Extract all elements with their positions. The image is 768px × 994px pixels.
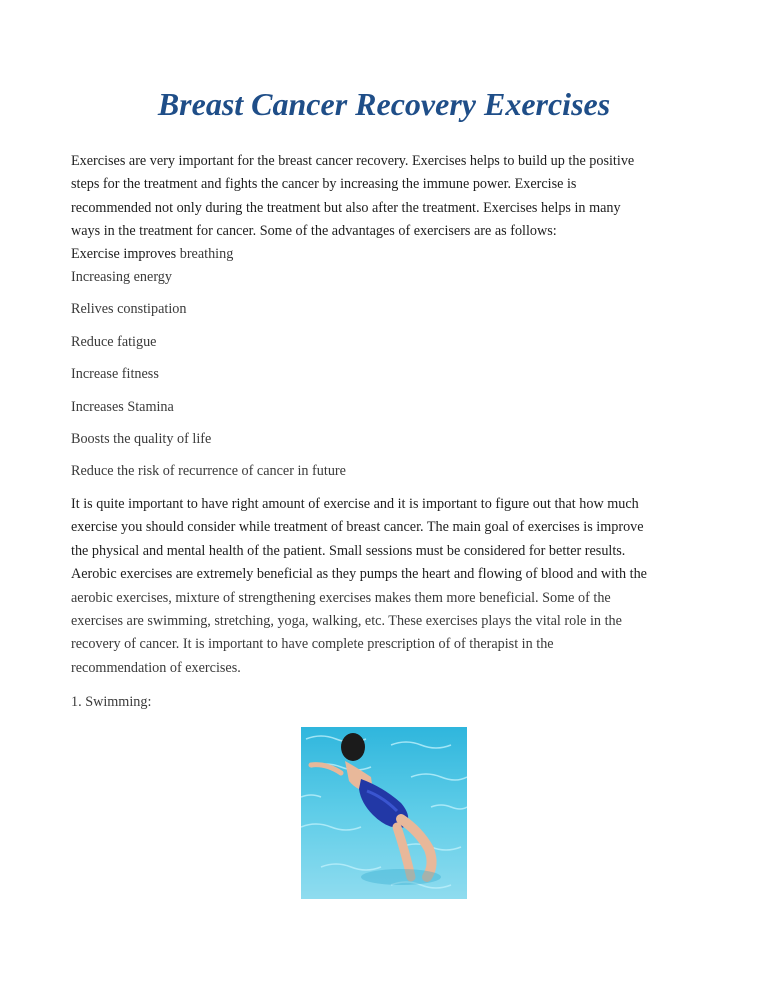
benefit-item: Relives constipation	[71, 301, 187, 317]
benefit-item: Increasing energy	[71, 269, 172, 285]
benefit-item: Reduce the risk of recurrence of cancer in future	[71, 463, 346, 479]
page-title: Breast Cancer Recovery Exercises	[157, 86, 611, 122]
benefit-item: Boosts the quality of life	[71, 431, 212, 447]
benefit-suffix: breathing	[179, 246, 234, 262]
body-line: the physical and mental health of the patient. Small sessions must be considered for better results.	[71, 542, 626, 559]
body-line: Aerobic exercises are extremely beneficial as they pumps the heart and flowing of blood and with the	[71, 566, 647, 583]
intro-line: steps for the treatment and fights the cancer by increasing the immune power. Exercise is	[71, 176, 577, 193]
body-line: exercise you should consider while treatment of breast cancer. The main goal of exercises is improve	[71, 519, 644, 536]
swimmer-photo	[301, 727, 467, 899]
body-line: It is quite important to have right amount of exercise and it is important to figure out that how much	[71, 496, 639, 512]
body-line: recovery of cancer. It is important to have complete prescription of of therapist in the	[71, 636, 554, 653]
body-line: exercises are swimming, stretching, yoga, walking, etc. These exercises plays the vital role in the	[71, 613, 622, 630]
swimmer-illustration	[301, 727, 467, 899]
section-heading-swimming: 1. Swimming:	[71, 694, 152, 710]
intro-paragraph	[71, 150, 701, 244]
intro-line: ways in the treatment for cancer. Some of the advantages of exercisers are as follows:	[71, 223, 557, 240]
benefit-item	[71, 244, 233, 264]
benefit-prefix: Exercise improves	[71, 246, 180, 262]
body-line: aerobic exercises, mixture of strengthening exercises makes them more beneficial. Some of the	[71, 589, 611, 606]
body-paragraph	[71, 493, 701, 680]
body-line: recommendation of exercises.	[71, 659, 241, 676]
benefit-item: Reduce fatigue	[71, 334, 157, 350]
intro-line: recommended not only during the treatment but also after the treatment. Exercises helps in many	[71, 199, 621, 216]
benefit-item: Increase fitness	[71, 366, 159, 382]
benefit-item: Increases Stamina	[71, 399, 174, 415]
intro-line: Exercises are very important for the breast cancer recovery. Exercises helps to build up the positive	[71, 153, 635, 169]
